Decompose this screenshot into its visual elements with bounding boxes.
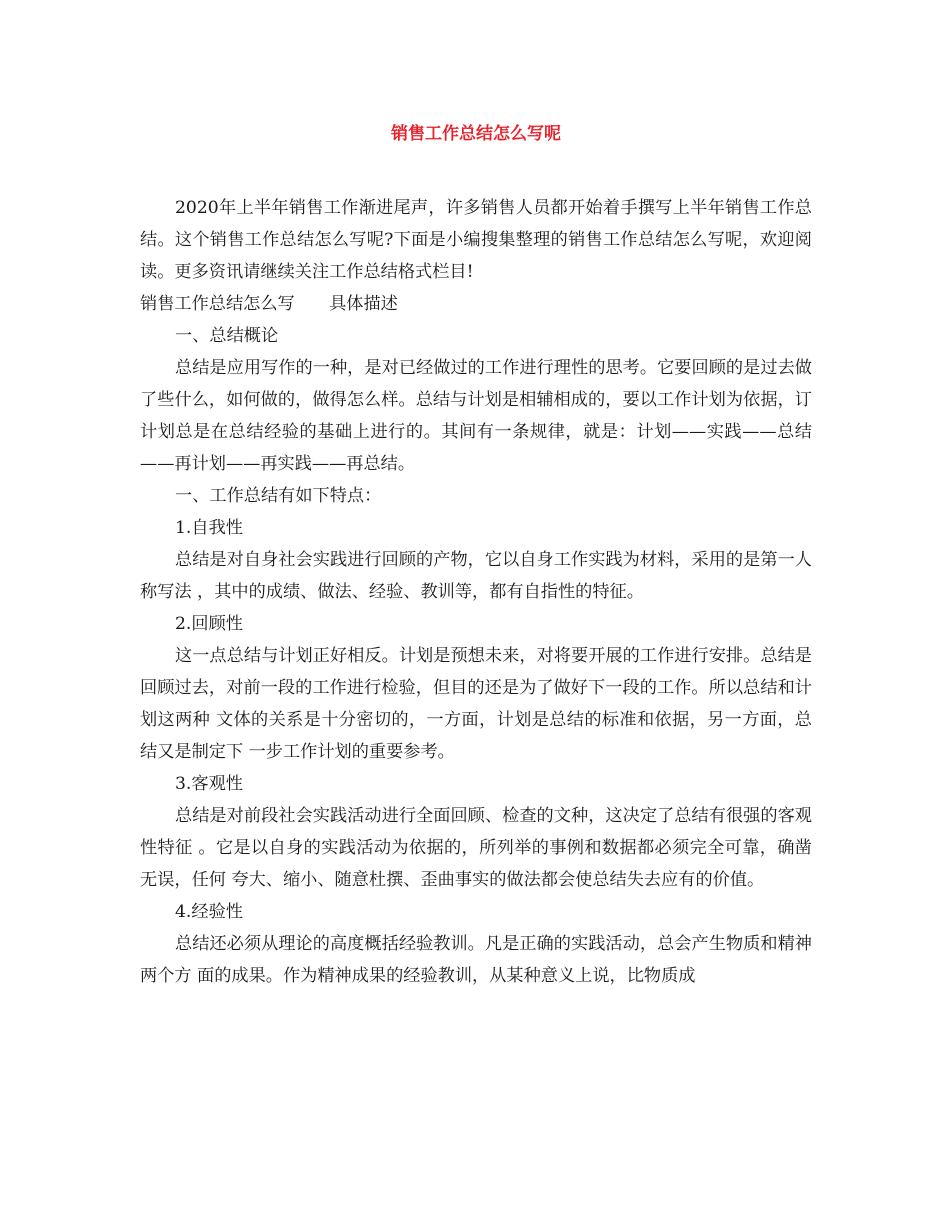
feature-heading-experience: 4.经验性 [175, 902, 243, 922]
paragraph-experience: 总结还必须从理论的高度概括经验教训。凡是正确的实践活动，总会产生物质和精神两个方 面的成果。作为精神成果的经验教训，从某种意义上说，比物质成 [140, 934, 812, 986]
section-heading-features: 一、工作总结有如下特点： [175, 486, 382, 506]
document-body [140, 192, 812, 992]
feature-heading-objective: 3.客观性 [175, 774, 243, 794]
feature-heading-self: 1.自我性 [175, 518, 243, 538]
paragraph-objective: 总结是对前段社会实践活动进行全面回顾、检查的文种，这决定了总结有很强的客观性特征 。它是以自身的实践活动为依据的，所列举的事例和数据都必须完全可靠，确凿无误，任何 夸大、缩小、随意杜撰、歪曲事实的做法都会使总结失去应有的价值。 [140, 806, 812, 890]
section-heading-overview: 一、总结概论 [175, 326, 279, 346]
document-page [140, 118, 812, 992]
feature-heading-review: 2.回顾性 [175, 614, 243, 634]
paragraph-overview: 总结是应用写作的一种，是对已经做过的工作进行理性的思考。它要回顾的是过去做了些什么，如何做的，做得怎么样。总结与计划是相辅相成的，要以工作计划为依据，订计划总是在总结经验的基础上进行的。其间有一条规律，就是：计划——实践——总结——再计划——再实践——再总结。 [140, 358, 812, 474]
paragraph-review: 这一点总结与计划正好相反。计划是预想未来，对将要开展的工作进行安排。总结是回顾过去，对前一段的工作进行检验，但目的还是为了做好下一段的工作。所以总结和计划这两种 文体的关系是十分密切的，一方面，计划是总结的标准和依据，另一方面，总结又是制定下 一步工作计划的重要参考。 [140, 646, 812, 762]
paragraph-subtitle: 销售工作总结怎么写 具体描述 [140, 294, 398, 314]
paragraph-self: 总结是对自身社会实践进行回顾的产物，它以自身工作实践为材料，采用的是第一人称写法 ，其中的成绩、做法、经验、教训等，都有自指性的特征。 [140, 550, 812, 602]
paragraph-intro: 2020年上半年销售工作渐进尾声，许多销售人员都开始着手撰写上半年销售工作总结。这个销售工作总结怎么写呢?下面是小编搜集整理的销售工作总结怎么写呢，欢迎阅读。更多资讯请继续关注工作总结格式栏目! [140, 198, 812, 282]
document-title: 销售工作总结怎么写呢 [391, 124, 561, 144]
